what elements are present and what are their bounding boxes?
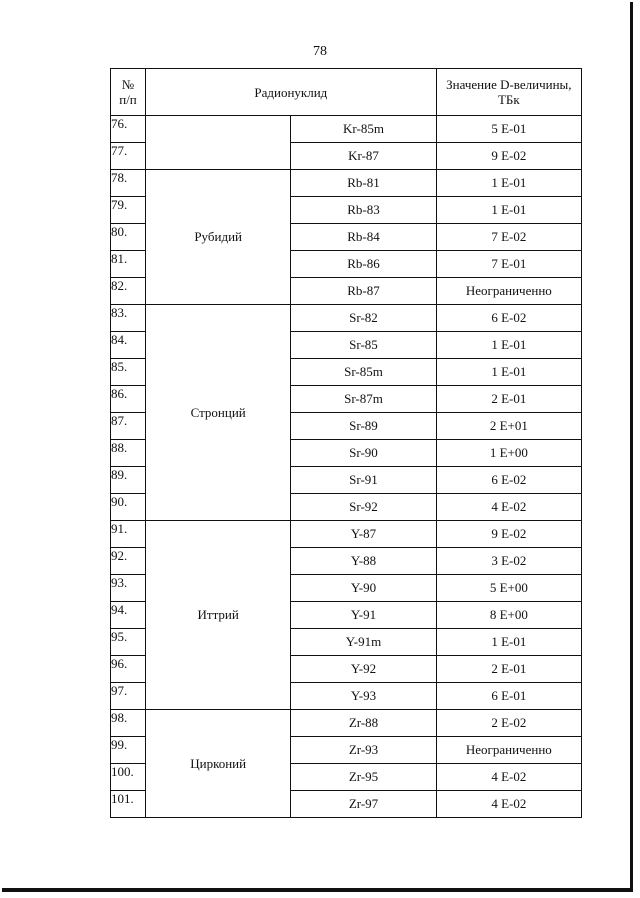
d-value-cell: 8 E+00: [436, 602, 581, 629]
row-number: 92.: [111, 548, 146, 575]
row-number: 97.: [111, 683, 146, 710]
nuclide-cell: Sr-89: [291, 413, 436, 440]
d-value-cell: Неограниченно: [436, 737, 581, 764]
nuclide-cell: Kr-87: [291, 143, 436, 170]
row-number: 89.: [111, 467, 146, 494]
d-value-cell: 1 E-01: [436, 629, 581, 656]
element-name: Иттрий: [146, 521, 291, 710]
d-value-cell: 2 E-02: [436, 710, 581, 737]
row-number: 88.: [111, 440, 146, 467]
header-value-unit: ТБк: [497, 92, 520, 107]
d-value-cell: 7 E-01: [436, 251, 581, 278]
element-name: Цирконий: [146, 710, 291, 818]
header-number-sublabel: п/п: [119, 92, 137, 107]
nuclide-cell: Kr-85m: [291, 116, 436, 143]
row-number: 76.: [111, 116, 146, 143]
row-number: 95.: [111, 629, 146, 656]
d-value-cell: 2 E-01: [436, 656, 581, 683]
d-value-cell: Неограниченно: [436, 278, 581, 305]
page-number: 78: [313, 44, 327, 59]
table-body: [111, 116, 582, 818]
row-number: 84.: [111, 332, 146, 359]
row-number: 99.: [111, 737, 146, 764]
row-number: 100.: [111, 764, 146, 791]
nuclide-cell: Rb-81: [291, 170, 436, 197]
nuclide-cell: Rb-84: [291, 224, 436, 251]
row-number: 82.: [111, 278, 146, 305]
header-nuclide: Радионуклид: [146, 69, 437, 116]
header-value-label: Значение D-величины,: [446, 77, 572, 92]
d-value-cell: 6 E-02: [436, 305, 581, 332]
nuclide-cell: Y-93: [291, 683, 436, 710]
table-row: [111, 305, 582, 332]
table-header-row: [111, 69, 582, 116]
nuclide-cell: Zr-93: [291, 737, 436, 764]
nuclide-cell: Rb-83: [291, 197, 436, 224]
row-number: 90.: [111, 494, 146, 521]
header-value: [436, 69, 581, 116]
element-name: [146, 116, 291, 170]
d-value-cell: 1 E-01: [436, 197, 581, 224]
element-name: Стронций: [146, 305, 291, 521]
row-number: 87.: [111, 413, 146, 440]
d-value-cell: 4 E-02: [436, 764, 581, 791]
nuclide-cell: Sr-92: [291, 494, 436, 521]
nuclide-cell: Sr-85m: [291, 359, 436, 386]
nuclide-cell: Sr-90: [291, 440, 436, 467]
nuclide-cell: Y-87: [291, 521, 436, 548]
nuclide-cell: Zr-97: [291, 791, 436, 818]
row-number: 85.: [111, 359, 146, 386]
element-name: Рубидий: [146, 170, 291, 305]
nuclide-cell: Y-88: [291, 548, 436, 575]
row-number: 93.: [111, 575, 146, 602]
nuclide-cell: Sr-85: [291, 332, 436, 359]
d-value-cell: 2 E-01: [436, 386, 581, 413]
nuclide-cell: Y-91m: [291, 629, 436, 656]
nuclide-cell: Rb-86: [291, 251, 436, 278]
nuclide-cell: Sr-87m: [291, 386, 436, 413]
row-number: 101.: [111, 791, 146, 818]
nuclide-cell: Rb-87: [291, 278, 436, 305]
header-number-symbol: №: [121, 77, 135, 92]
header-number: [111, 69, 146, 116]
table-row: [111, 710, 582, 737]
nuclide-cell: Zr-95: [291, 764, 436, 791]
d-value-cell: 2 E+01: [436, 413, 581, 440]
row-number: 77.: [111, 143, 146, 170]
nuclide-cell: Zr-88: [291, 710, 436, 737]
row-number: 94.: [111, 602, 146, 629]
row-number: 81.: [111, 251, 146, 278]
d-value-cell: 1 E-01: [436, 332, 581, 359]
row-number: 96.: [111, 656, 146, 683]
d-value-cell: 5 E+00: [436, 575, 581, 602]
d-value-cell: 1 E+00: [436, 440, 581, 467]
d-value-cell: 1 E-01: [436, 359, 581, 386]
d-value-cell: 6 E-02: [436, 467, 581, 494]
nuclide-cell: Sr-91: [291, 467, 436, 494]
table-row: [111, 521, 582, 548]
row-number: 86.: [111, 386, 146, 413]
table-row: [111, 170, 582, 197]
d-value-cell: 9 E-02: [436, 521, 581, 548]
d-value-cell: 7 E-02: [436, 224, 581, 251]
d-value-cell: 5 E-01: [436, 116, 581, 143]
row-number: 98.: [111, 710, 146, 737]
row-number: 80.: [111, 224, 146, 251]
nuclide-cell: Y-90: [291, 575, 436, 602]
d-value-cell: 6 E-01: [436, 683, 581, 710]
d-value-cell: 3 E-02: [436, 548, 581, 575]
d-value-cell: 4 E-02: [436, 494, 581, 521]
table-row: [111, 116, 582, 143]
row-number: 83.: [111, 305, 146, 332]
nuclide-cell: Sr-82: [291, 305, 436, 332]
d-value-cell: 9 E-02: [436, 143, 581, 170]
d-value-cell: 1 E-01: [436, 170, 581, 197]
row-number: 78.: [111, 170, 146, 197]
radionuclide-table: [110, 68, 582, 818]
row-number: 79.: [111, 197, 146, 224]
nuclide-cell: Y-91: [291, 602, 436, 629]
nuclide-cell: Y-92: [291, 656, 436, 683]
d-value-cell: 4 E-02: [436, 791, 581, 818]
row-number: 91.: [111, 521, 146, 548]
